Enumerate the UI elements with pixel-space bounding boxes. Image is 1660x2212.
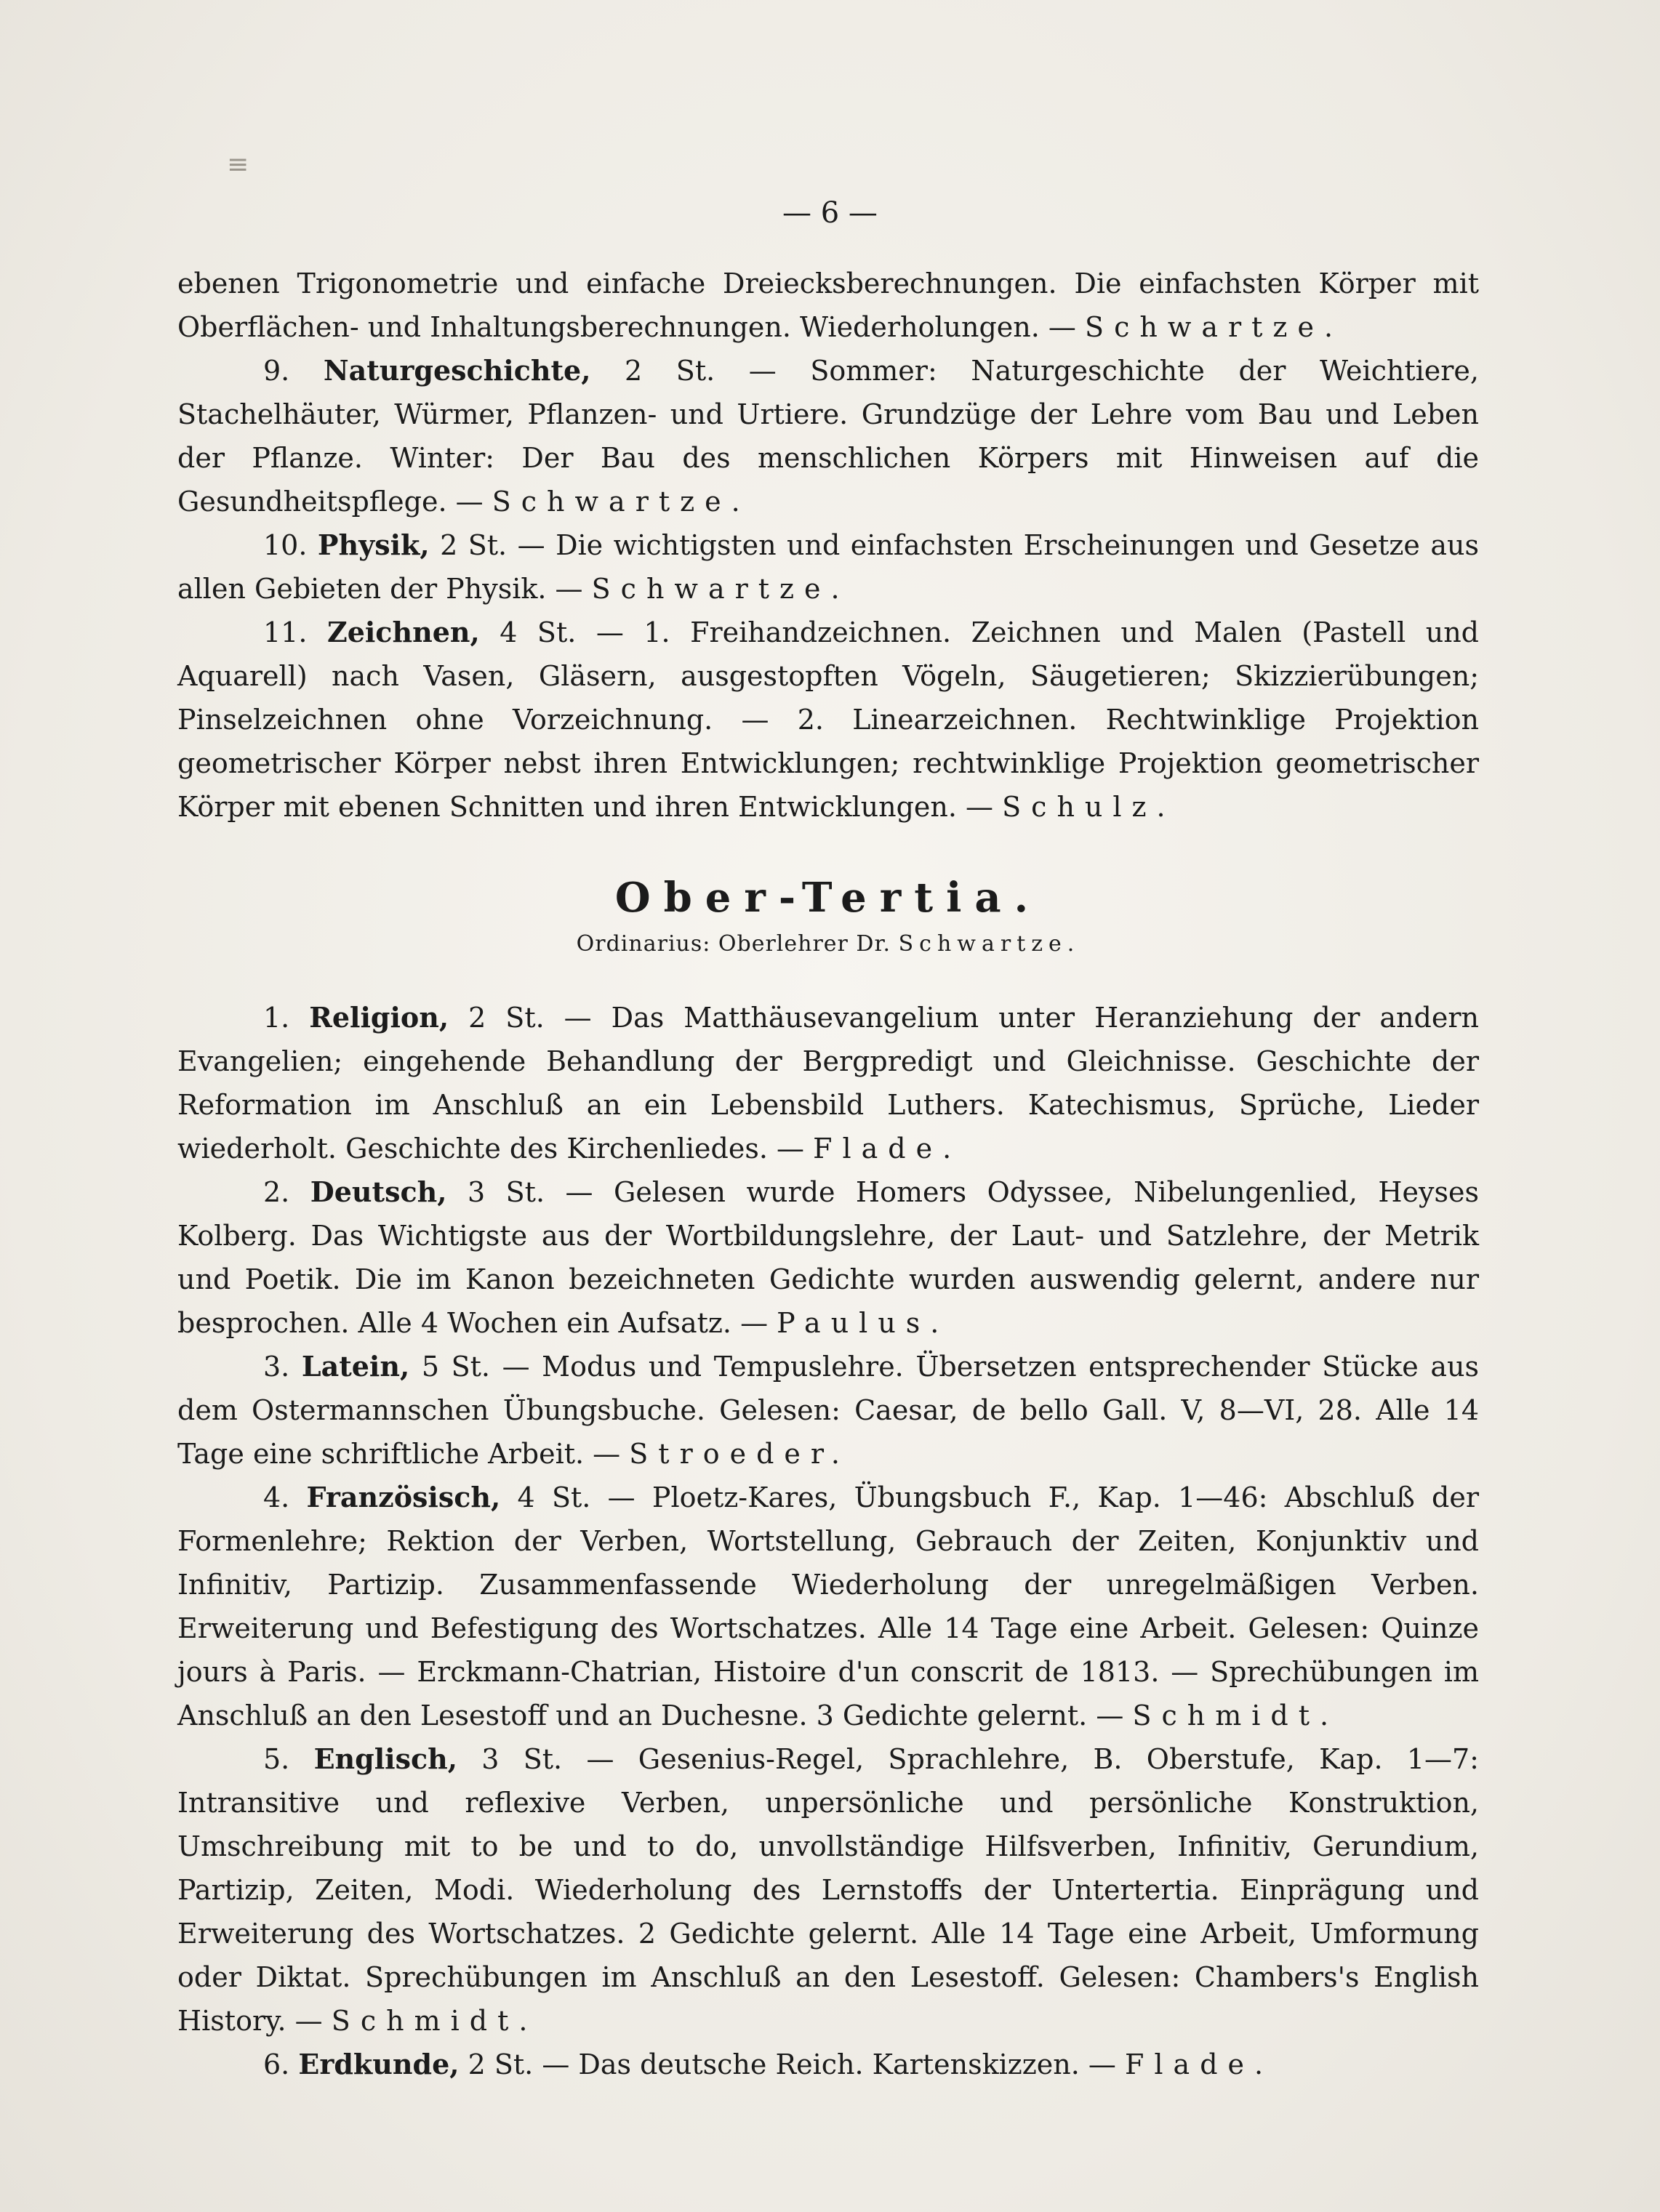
section-franzoesisch — [177, 1476, 1479, 1737]
teacher-name: Schmidt. — [1132, 1700, 1339, 1732]
section-text: — Das deutsche Reich. Kartenskizzen. — — [542, 2048, 1116, 2080]
teacher-name: Schwartze. — [591, 573, 850, 605]
section-text: — Sommer: Naturgeschichte der Weichtiere, Stachelhäuter, Würmer, Pflanzen- und Urtiere. Grundzüge der Lehre vom Bau und Leben der Pflanze. Winter: Der Bau des menschlichen Körpers mit Hinweisen auf die Gesundheitspflege. — — [177, 355, 1479, 518]
teacher-name: Stroeder. — [629, 1438, 850, 1470]
section-text: — Gelesen wurde Homers Odyssee, Nibelungenlied, Heyses Kolberg. Das Wichtigste aus der Wortbildungslehre, der Laut- und Satzlehre, der Metrik und Poetik. Die im Kanon bezeichneten Gedichte wurden auswendig gelernt, andere nur besprochen. Alle 4 Wochen ein Aufsatz. — — [177, 1176, 1479, 1339]
section-englisch — [177, 1737, 1479, 2043]
section-hours: 4 St. — [517, 1481, 591, 1513]
section-naturgeschichte — [177, 349, 1479, 523]
section-zeichnen — [177, 611, 1479, 829]
continuation-paragraph — [177, 262, 1479, 349]
continuation-text: ebenen Trigonometrie und einfache Dreiecksberechnungen. Die einfachsten Körper mit Oberflächen- und Inhaltungsberechnungen. Wiederholungen. — — [177, 268, 1479, 343]
section-number: 1. — [263, 1002, 290, 1034]
teacher-name: Paulus. — [777, 1307, 950, 1339]
corner-mark: ≡ — [227, 150, 249, 180]
section-subject: Physik, — [317, 528, 430, 561]
section-subject: Latein, — [301, 1350, 410, 1383]
section-text: — Modus und Tempuslehre. Übersetzen entsprechender Stücke aus dem Ostermannschen Übungsbuche. Gelesen: Caesar, de bello Gall. V, 8—VI, 28. Alle 14 Tage eine schriftliche Arbeit. — — [177, 1351, 1479, 1470]
section-erdkunde — [177, 2043, 1479, 2086]
teacher-name: Flade. — [813, 1133, 962, 1165]
teacher-name: Schulz. — [1002, 791, 1176, 823]
class-title: Ober-Tertia. — [614, 874, 1042, 922]
section-hours: 4 St. — [500, 616, 577, 648]
class-heading-block — [177, 869, 1479, 962]
section-hours: 2 St. — [468, 1002, 545, 1034]
section-number: 6. — [263, 2048, 290, 2080]
teacher-name: Flade. — [1125, 2048, 1274, 2080]
section-deutsch — [177, 1170, 1479, 1345]
section-hours: 3 St. — [467, 1176, 545, 1208]
section-hours: 5 St. — [421, 1351, 490, 1383]
section-physik — [177, 523, 1479, 611]
upper-text-block — [177, 262, 1479, 829]
section-subject: Französisch, — [306, 1481, 501, 1513]
section-number: 4. — [263, 1481, 290, 1513]
teacher-name: Schwartze. — [1085, 311, 1344, 343]
ordinarius-line — [177, 927, 1479, 962]
section-subject: Englisch, — [313, 1742, 457, 1775]
teacher-name: Schmidt. — [331, 2005, 538, 2037]
section-latein — [177, 1345, 1479, 1476]
page-number: — 6 — — [782, 196, 878, 230]
section-hours: 3 St. — [481, 1743, 563, 1775]
section-text: — Ploetz-Kares, Übungsbuch F., Kap. 1—46: Abschluß der Formenlehre; Rektion der Verben, Wortstellung, Gebrauch der Zeiten, Konjunktiv und Infinitiv, Partizip. Zusammenfassende Wiederholung der unregelmäßigen Verben. Erweiterung und Befestigung des Wortschatzes. Alle 14 Tage eine Arbeit. Gelesen: Quinze jours à Paris. — Erckmann-Chatrian, Histoire d'un conscrit de 1813. — Sprechübungen im Anschluß an den Lesestoff und an Duchesne. 3 Gedichte gelernt. — — [177, 1481, 1479, 1732]
ordinarius-name: Schwartze. — [898, 931, 1080, 957]
section-number: 11. — [263, 616, 308, 648]
section-hours: 2 St. — [468, 2048, 534, 2080]
section-subject: Zeichnen, — [326, 616, 480, 648]
ordinarius-label: Ordinarius: Oberlehrer Dr. — [576, 931, 891, 957]
teacher-name: Schwartze. — [492, 486, 750, 518]
lower-text-block — [177, 996, 1479, 2086]
section-hours: 2 St. — [625, 355, 715, 387]
section-number: 10. — [263, 529, 308, 561]
section-number: 3. — [263, 1351, 290, 1383]
section-subject: Deutsch, — [310, 1175, 447, 1208]
section-text: — 1. Freihandzeichnen. Zeichnen und Malen (Pastell und Aquarell) nach Vasen, Gläsern, ausgestopften Vögeln, Säugetieren; Skizzierübungen; Pinselzeichnen ohne Vorzeichnung. — 2. Linearzeichnen. Rechtwinklige Projektion geometrischer Körper nebst ihren Entwicklungen; rechtwinklige Projektion geometrischer Körper mit ebenen Schnitten und ihren Entwicklungen. — — [177, 616, 1479, 823]
section-subject: Naturgeschichte, — [323, 354, 591, 387]
section-text: — Die wichtigsten und einfachsten Erscheinungen und Gesetze aus allen Gebieten der Physik. — — [177, 529, 1479, 605]
section-hours: 2 St. — [440, 529, 508, 561]
section-religion — [177, 996, 1479, 1170]
section-number: 9. — [263, 355, 290, 387]
section-number: 2. — [263, 1176, 290, 1208]
section-text: — Das Matthäusevangelium unter Heranziehung der andern Evangelien; eingehende Behandlung der Bergpredigt und Gleichnisse. Geschichte der Reformation im Anschluß an ein Lebensbild Luthers. Katechismus, Sprüche, Lieder wiederholt. Geschichte des Kirchenliedes. — — [177, 1002, 1479, 1165]
section-subject: Erdkunde, — [298, 2048, 460, 2080]
section-number: 5. — [263, 1743, 290, 1775]
section-text: — Gesenius-Regel, Sprachlehre, B. Oberstufe, Kap. 1—7: Intransitive und reflexive Verben, unpersönliche und persönliche Konstruktion, Umschreibung mit to be und to do, unvollständige Hilfsverben, Infinitiv, Gerundium, Partizip, Zeiten, Modi. Wiederholung des Lernstoffs der Untertertia. Einprägung und Erweiterung des Wortschatzes. 2 Gedichte gelernt. Alle 14 Tage eine Arbeit, Umformung oder Diktat. Sprechübungen im Anschluß an den Lesestoff. Gelesen: Chambers's English History. — — [177, 1743, 1479, 2037]
section-subject: Religion, — [309, 1001, 449, 1034]
